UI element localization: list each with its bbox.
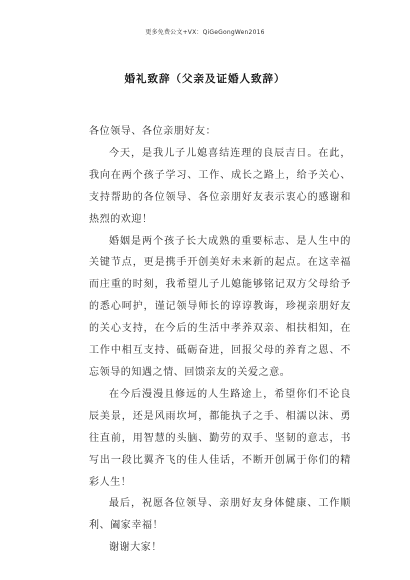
paragraph-future-hopes: 在今后漫漫且修远的人生路途上，希望你们不论良辰美景，还是风雨坎坷，都能执子之手、相濡以沫、勇往直前，用智慧的头脑、勤劳的双手、坚韧的意志，书写出一段比翼齐飞的佳人佳话，不断开创属于你们的精彩人生！: [89, 388, 351, 488]
paragraph-welcome: 今天，是我儿子儿媳喜结连理的良辰吉日。在此，我向在两个孩子学习、工作、成长之路上，给予关心、支持帮助的各位领导、各位亲朋好友表示衷心的感谢和热烈的欢迎！: [89, 147, 351, 225]
salutation: 各位领导、各位亲朋好友：: [89, 126, 217, 137]
paragraph-marriage-wishes: 婚姻是两个孩子长大成熟的重要标志、是人生中的关键节点，更是携手开创美好未来新的起点。在这幸福而庄重的时刻，我希望儿子儿媳能够铭记双方父母给予的悉心呵护，谨记领导师长的谆谆教诲，珍视亲朋好友的关心支持，在今后的生活中孝养双亲、相扶相知，在工作中相互支持、砥砺奋进，回报父母的养育之恩、不忘领导的知遇之情、回馈亲友的关爱之意。: [89, 235, 351, 378]
paragraph-thanks: 谢谢大家！: [109, 542, 162, 554]
document-body: [89, 121, 351, 559]
paragraph-blessing: 最后，祝愿各位领导、亲朋好友身体健康、工作顺利、阖家幸福！: [89, 498, 351, 532]
header-note: 更多免费公文+VX：QiGeGongWen2016: [145, 29, 265, 36]
document-title: 婚礼致辞（父亲及证婚人致辞）: [124, 73, 286, 85]
